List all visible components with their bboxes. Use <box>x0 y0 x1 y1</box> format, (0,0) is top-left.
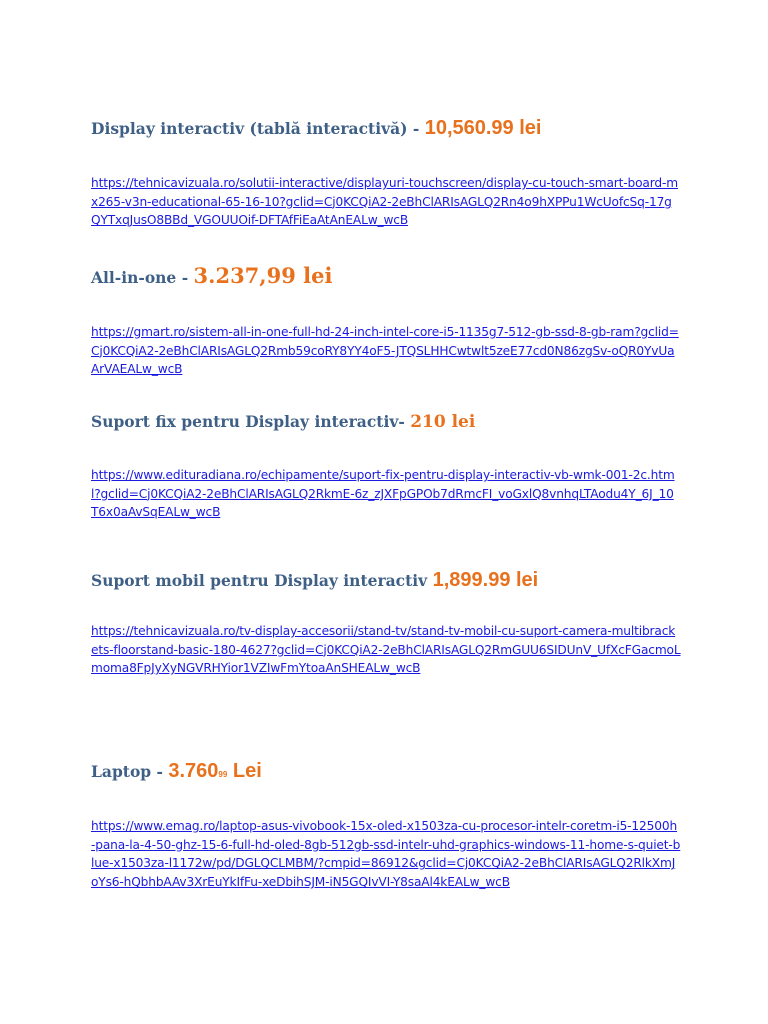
item-label: Suport fix pentru Display interactiv <box>91 412 399 431</box>
item-price-unit: Lei <box>227 760 262 782</box>
item-laptop <box>91 756 691 787</box>
item-price: 1,899.99 lei <box>432 569 539 591</box>
item-label: All-in-one <box>91 268 177 287</box>
product-link[interactable]: https://www.edituradiana.ro/echipamente/suport-fix-pentru-display-interactiv-vb-wmk-001-2c.html?gclid=Cj0KCQiA2-2eBhClARIsAGLQ2RkmE-6z_zJXFpGPOb7dRmcFI_voGxlQ8vnhqLTAodu4Y_6J_10T6x0aAvSqEALw_wcB <box>91 468 675 520</box>
product-link[interactable]: https://tehnicavizuala.ro/tv-display-accesorii/stand-tv/stand-tv-mobil-cu-suport-camera-multibrackets-floorstand-basic-180-4627?gclid=Cj0KCQiA2-2eBhClARIsAGLQ2RmGUU6SIDUnV_UfXcFGacmoLmoma8FpJyXyNGVRHYior1VZIwFmYtoaAnSHEALw_wcB <box>91 624 681 676</box>
product-link[interactable]: https://tehnicavizuala.ro/solutii-interactive/displayuri-touchscreen/display-cu-touch-smart-board-mx265-v3n-educational-65-16-10?gclid=Cj0KCQiA2-2eBhClARIsAGLQ2Rn4o9hXPPu1WcUofcSq-17gQYTxqJusO8BBd_VGOUUOif-DFTAfFiEaAtAnEALw_wcB <box>91 176 678 228</box>
item-price-main: 3.760 <box>168 760 219 782</box>
item-label: Laptop <box>91 762 152 781</box>
item-suport-mobil-link-block <box>91 622 691 678</box>
item-separator: - <box>176 268 194 287</box>
item-price-cents: 99 <box>218 770 228 779</box>
item-suport-fix <box>91 407 691 437</box>
item-suport-mobil <box>91 565 691 596</box>
item-heading <box>91 756 691 787</box>
item-all-in-one <box>91 261 691 293</box>
item-all-in-one-link-block <box>91 323 691 379</box>
item-separator: - <box>398 412 411 431</box>
item-laptop-link-block <box>91 817 691 892</box>
product-link[interactable]: https://gmart.ro/sistem-all-in-one-full-hd-24-inch-intel-core-i5-1135g7-512-gb-ssd-8-gb-ram?gclid=Cj0KCQiA2-2eBhClARIsAGLQ2Rmb59coRY8YY4oF5-JTQSLHHCwtwlt5zeE77cd0N86zgSv-oQR0YvUaArVAEALw_wcB <box>91 325 679 377</box>
product-link[interactable]: https://www.emag.ro/laptop-asus-vivobook-15x-oled-x1503za-cu-procesor-intelr-coretm-i5-12500h-pana-la-4-50-ghz-15-6-full-hd-oled-8gb-512gb-ssd-intelr-uhd-graphics-windows-11-home-s-quiet-blue-x1503za-l1172w/pd/DGLQCLMBM/?cmpid=86912&gclid=Cj0KCQiA2-2eBhClARIsAGLQ2RlkXmJoYs6-hQbhbAAv3XrEuYkIfFu-xeDbihSJM-iN5GQIvVI-Y8saAl4kEALw_wcB <box>91 819 681 890</box>
item-suport-fix-link-block <box>91 466 691 522</box>
item-price: 10,560.99 lei <box>424 117 542 139</box>
item-heading <box>91 407 691 437</box>
item-price: 210 lei <box>410 412 476 432</box>
item-display-interactiv-link-block <box>91 174 691 230</box>
item-heading <box>91 113 691 144</box>
item-price <box>168 760 261 782</box>
item-display-interactiv <box>91 113 691 144</box>
item-label: Display interactiv (tablă interactivă) <box>91 119 408 138</box>
item-heading <box>91 261 691 293</box>
item-separator: - <box>407 119 425 138</box>
item-label: Suport mobil pentru Display interactiv <box>91 571 428 590</box>
item-price: 3.237,99 lei <box>193 263 333 288</box>
item-heading <box>91 565 691 596</box>
item-separator: - <box>151 762 169 781</box>
